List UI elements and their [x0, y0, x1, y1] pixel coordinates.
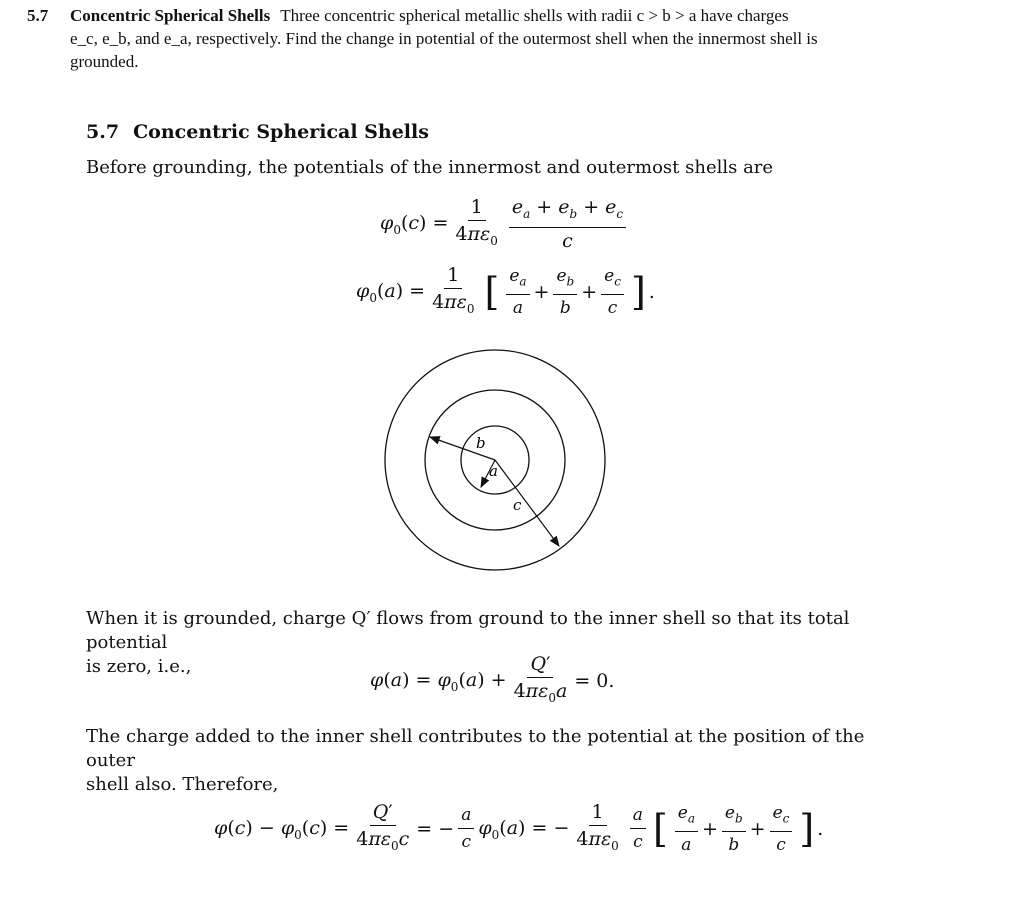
equation-result: $\varphi(c) - \varphi_0(c)$ = $\frac{Q'}{4\pi\varepsilon_0c}$ = − $\frac{a}{c}$ $\varphi_0(a)$ = − $\frac{1}{4\pi\varepsilon_0}$ $\frac{a}{c}$ [ $\frac{e_a}{a}$ + $\frac{e_b}{b}$ + $\frac{e_c}{c}$ ] .: [214, 801, 824, 856]
concentric-shells-figure: [375, 340, 615, 580]
equation-phi0-c: $\varphi_0(c)$ = $\frac{1}{4\pi\varepsilon_0}$ $\frac{e_a + e_b + e_c}{c}$: [380, 196, 630, 252]
para2-line1: When it is grounded, charge Q′ flows from ground to the inner shell so that its total potential: [86, 608, 850, 653]
problem-number: 5.7: [27, 6, 49, 25]
problem-text-line2: e_c, e_b, and e_a, respectively. Find the change in potential of the outermost shell when the innermost shell is: [70, 29, 818, 48]
equation-phi0-a: $\varphi_0(a)$ = $\frac{1}{4\pi\varepsilon_0}$ [ $\frac{e_a}{a}$ + $\frac{e_b}{b}$ + $\frac{e_c}{c}$ ] .: [356, 264, 655, 319]
problem-text-line1: Three concentric spherical metallic shells with radii c > b > a have charges: [280, 6, 789, 25]
solution-title: Concentric Spherical Shells: [133, 121, 429, 143]
problem-text-line3: grounded.: [70, 52, 139, 71]
equation-grounding: $\varphi(a) = \varphi_0(a)$ + $\frac{Q'}{4\pi\varepsilon_0a}$ = 0.: [370, 653, 615, 705]
solution-heading: [86, 121, 429, 143]
para3-line2: shell also. Therefore,: [86, 774, 279, 795]
problem-statement: [27, 4, 897, 73]
solution-paragraph-3: [86, 725, 916, 797]
label-c: c: [513, 496, 522, 514]
solution-paragraph-1: Before grounding, the potentials of the innermost and outermost shells are: [86, 157, 774, 178]
para2-line2: is zero, i.e.,: [86, 656, 192, 677]
problem-title: Concentric Spherical Shells: [70, 6, 271, 25]
para3-line1: The charge added to the inner shell contributes to the potential at the position of the outer: [86, 726, 865, 771]
solution-number: 5.7: [86, 121, 120, 143]
label-a: a: [489, 462, 498, 480]
label-b: b: [476, 434, 486, 452]
